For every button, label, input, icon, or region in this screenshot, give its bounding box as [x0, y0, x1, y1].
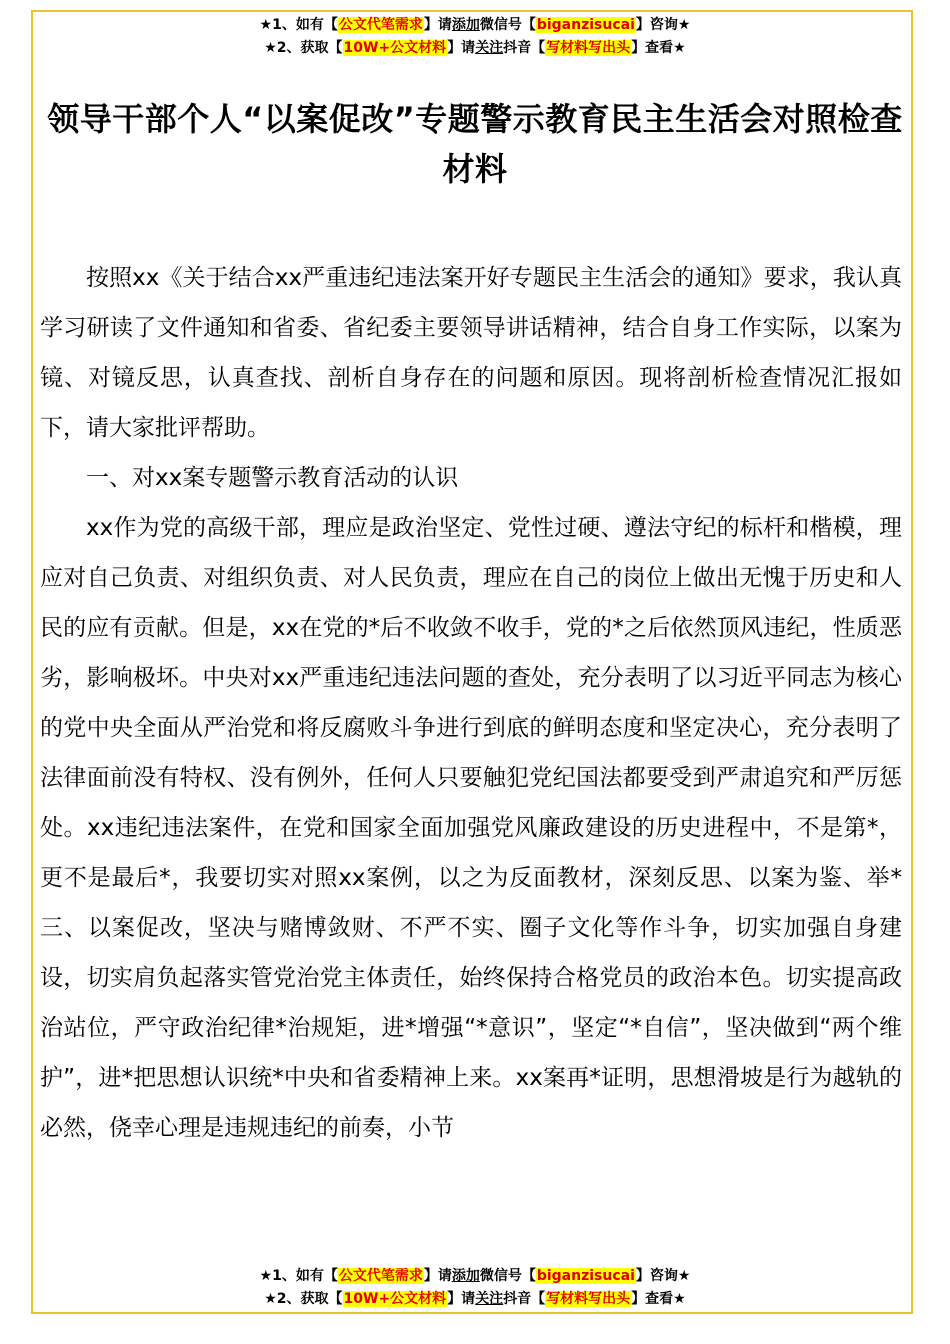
highlight-wechat-id: biganzisucai [536, 1268, 635, 1284]
highlight-douyin: 写材料写出头 [546, 40, 631, 56]
banner-line-2: ★2、获取【10W+公文材料】请关注抖音【写材料写出头】查看★ [264, 40, 686, 56]
banner-line-1: ★1、如有【公文代笔需求】请添加微信号【biganzisucai】咨询★ [259, 17, 691, 33]
highlight-service: 公文代笔需求 [338, 1268, 423, 1284]
banner-line-2: ★2、获取【10W+公文材料】请关注抖音【写材料写出头】查看★ [264, 1291, 686, 1307]
bottom-banner [0, 1265, 950, 1311]
highlight-materials: 10W+公文材料 [343, 1291, 447, 1307]
paragraph-body: xx作为党的高级干部，理应是政治坚定、党性过硬、遵法守纪的标杆和楷模，理应对自己负责、对组织负责、对人民负责，理应在自己的岗位上做出无愧于历史和人民的应有贡献。但是，xx在党的*后不收敛不收手，党的*之后依然顶风违纪，性质恶劣，影响极坏。中央对xx严重违纪违法问题的查处，充分表明了以习近平同志为核心的党中央全面从严治党和将反腐败斗争进行到底的鲜明态度和坚定决心，充分表明了法律面前没有特权、没有例外，任何人只要触犯党纪国法都要受到严肃追究和严厉惩处。xx违纪违法案件，在党和国家全面加强党风廉政建设的历史进程中，不是第*，更不是最后*，我要切实对照xx案例，以之为反面教材，深刻反思、以案为鉴、举*三、以案促改，坚决与赌博敛财、不严不实、圈子文化等作斗争，切实加强自身建设，切实肩负起落实管党治党主体责任，始终保持合格党员的政治本色。切实提高政治站位，严守政治纪律*治规矩，进*增强“*意识”，坚定“*自信”，坚决做到“两个维护”，进*把思想认识统*中央和省委精神上来。xx案再*证明，思想滑坡是行为越轨的必然，侥幸心理是违规违纪的前奏，小节 [40, 515, 902, 1141]
document-body [40, 253, 902, 1153]
document-title: 领导干部个人“以案促改”专题警示教育民主生活会对照检查材料 [47, 100, 903, 188]
highlight-douyin: 写材料写出头 [546, 1291, 631, 1307]
highlight-service: 公文代笔需求 [338, 17, 423, 33]
highlight-materials: 10W+公文材料 [343, 40, 447, 56]
highlight-wechat-id: biganzisucai [536, 17, 635, 33]
section-heading-1: 一、对xx案专题警示教育活动的认识 [86, 465, 459, 491]
top-banner [0, 14, 950, 60]
paragraph-intro: 按照xx《关于结合xx严重违纪违法案开好专题民主生活会的通知》要求，我认真学习研读了文件通知和省委、省纪委主要领导讲话精神，结合自身工作实际，以案为镜、对镜反思，认真查找、剖析自身存在的问题和原因。现将剖析检查情况汇报如下，请大家批评帮助。 [40, 265, 902, 441]
banner-line-1: ★1、如有【公文代笔需求】请添加微信号【biganzisucai】咨询★ [259, 1268, 691, 1284]
